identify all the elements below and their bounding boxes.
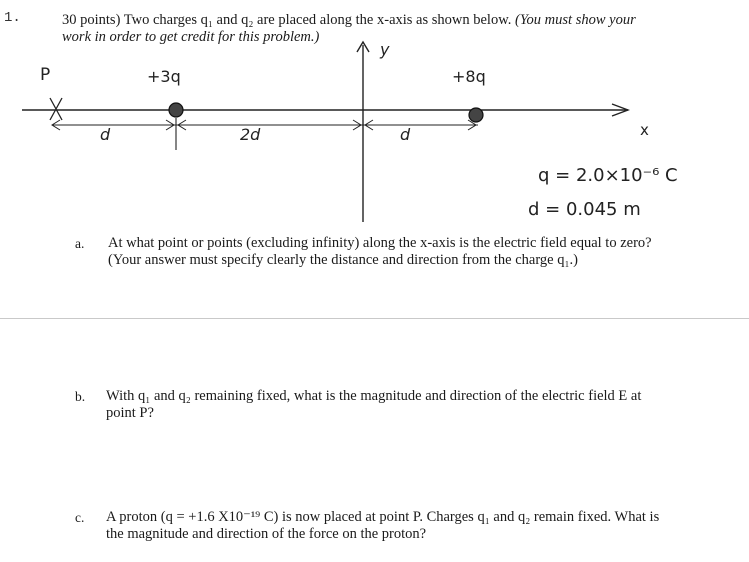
point-p-mark [50, 98, 62, 120]
question-number: 1. [4, 10, 21, 26]
y-axis-label: y [380, 40, 390, 59]
segment-d-1: d [100, 125, 111, 144]
intro-line-2: work in order to get credit for this problem.) [62, 29, 320, 45]
part-a-text [108, 235, 738, 269]
x-axis-label: x [640, 121, 649, 139]
part-b-line-1: With q₁ and q₂ remaining fixed, what is the magnitude and direction of the electric field E at [106, 388, 642, 404]
part-a-label: a. [75, 236, 85, 251]
part-c-line-1: A proton (q = +1.6 X10⁻¹⁹ C) is now placed at point P. Charges q₁ and q₂ remain fixed. What is [106, 509, 660, 525]
part-c-line-2: the magnitude and direction of the force on the proton? [106, 526, 427, 542]
part-a-line-1: At what point or points (excluding infinity) along the x-axis is the electric field equal to zero? [108, 235, 652, 251]
segment-2d: 2d [240, 125, 261, 144]
q1-label: +3q [147, 67, 181, 86]
part-b-label: b. [75, 389, 86, 404]
point-p-label: P [40, 65, 51, 85]
part-a-line-2: (Your answer must specify clearly the distance and direction from the charge q₁.) [108, 252, 578, 268]
intro-line-1-italic: (You must show your [511, 12, 636, 28]
part-b-line-2: point P? [106, 405, 154, 421]
given-d: d = 0.045 m [528, 199, 641, 220]
q2-charge [469, 108, 483, 122]
part-c-label: c. [75, 510, 85, 525]
q1-charge [169, 103, 183, 117]
given-q: q = 2.0×10⁻⁶ C [538, 165, 678, 186]
intro-line-1: 30 points) Two charges q₁ and q₂ are placed along the x-axis as shown below. [62, 12, 512, 28]
page-divider [0, 318, 749, 319]
part-b-text [106, 388, 741, 422]
segment-d-2: d [400, 125, 411, 144]
q2-label: +8q [452, 67, 486, 86]
part-c-text [106, 509, 746, 543]
